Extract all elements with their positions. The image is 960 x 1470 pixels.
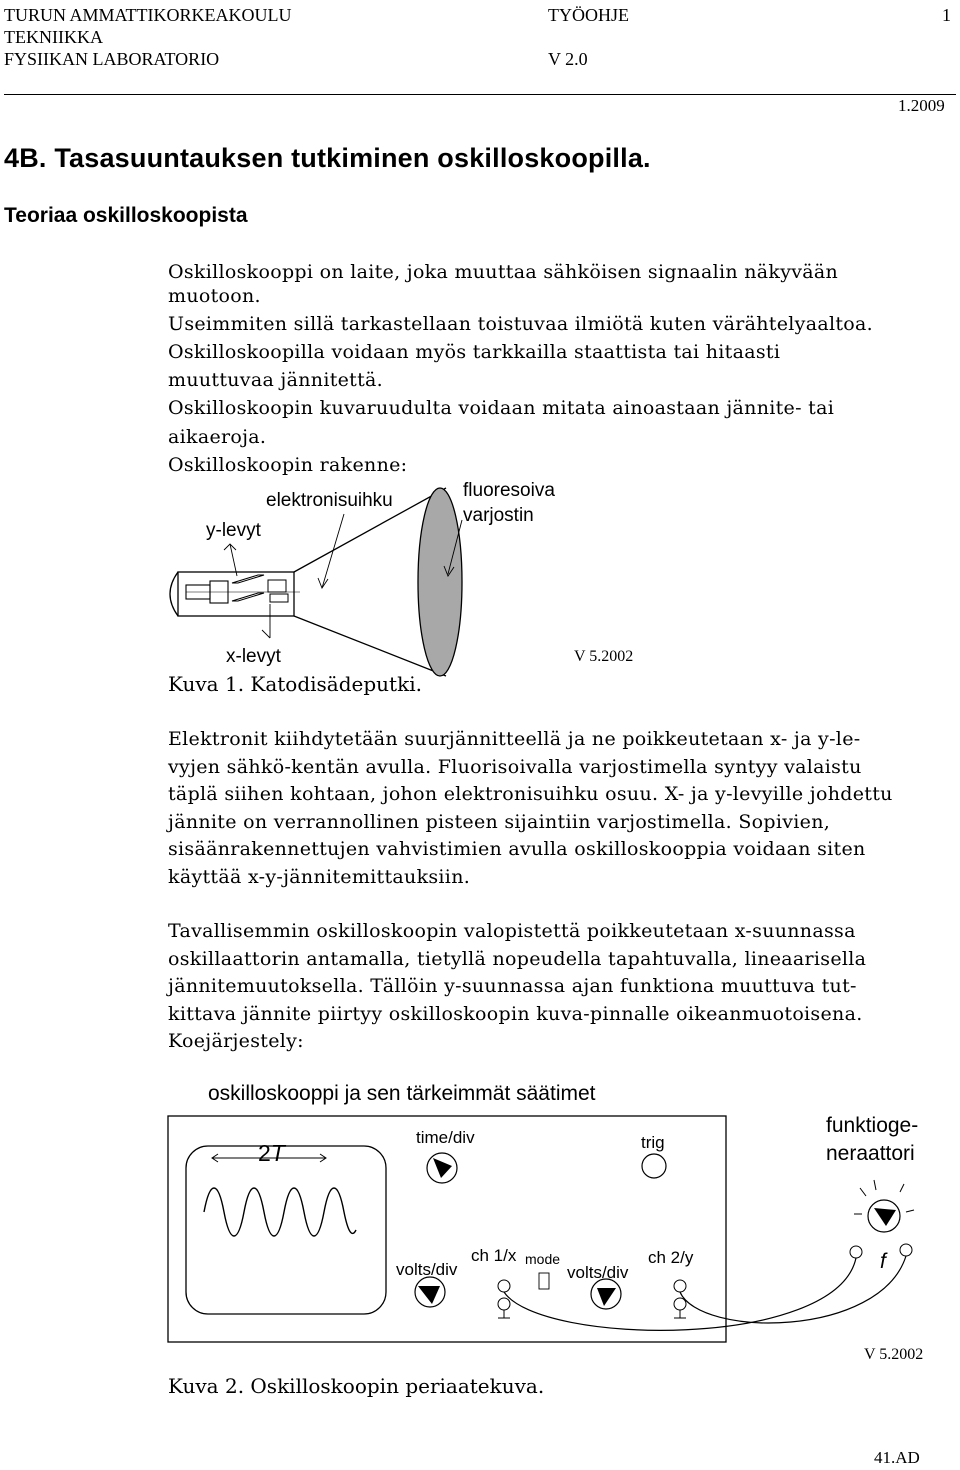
frequency-scale-tick: [900, 1184, 904, 1192]
section-title: Teoriaa oskilloskoopista: [4, 204, 248, 227]
pointer-xlevyt-head: [262, 630, 270, 638]
page-title: 4B. Tasasuuntauksen tutkiminen oskilloskoopilla.: [4, 143, 651, 173]
ch2-ground-connector[interactable]: [674, 1298, 686, 1310]
paragraph-2-line: vyjen sähkö-kentän avulla. Fluorisoivalla varjostimella syntyy valaistu: [168, 755, 862, 778]
intro-line: Oskilloskooppi on laite, joka muuttaa sähköisen signaalin näkyvään: [168, 261, 839, 283]
frequency-scale-tick: [860, 1188, 866, 1196]
label-elektronisuihku: elektronisuihku: [266, 490, 393, 511]
time-div-label: time/div: [416, 1128, 475, 1147]
scope-title: oskilloskooppi ja sen tärkeimmät säätimet: [208, 1082, 596, 1105]
crt-back: [170, 572, 178, 616]
figure1-version: V 5.2002: [574, 648, 634, 665]
oscilloscope-diagram: [0, 1100, 960, 1360]
y-plate-top: [232, 575, 264, 583]
trig-label: trig: [641, 1133, 665, 1152]
paragraph-3: [168, 918, 938, 1056]
period-label: [258, 1140, 285, 1167]
figure1-caption: Kuva 1. Katodisädeputki.: [168, 672, 422, 696]
label-ylevyt: y-levyt: [206, 520, 261, 541]
paragraph-2-line: Elektronit kiihdytetään suurjännitteellä ja ne poikkeutetaan x- ja y-le-: [168, 728, 861, 750]
mode-label: mode: [525, 1251, 561, 1267]
frequency-scale-tick: [906, 1210, 914, 1212]
signal-cable: [504, 1258, 856, 1330]
volts-div-label-2: volts/div: [567, 1263, 629, 1282]
intro-line: Oskilloskoopin kuvaruudulta voidaan mitata ainoastaan jännite- tai: [168, 397, 835, 420]
header-rule: [4, 94, 956, 95]
paragraph-2: [168, 726, 938, 892]
mode-switch[interactable]: [539, 1273, 549, 1289]
ch1-connector[interactable]: [498, 1280, 510, 1292]
paragraph-3-line: kittava jännite piirtyy oskilloskoopin kuva-pinnalle oikeanmuotoisena.: [168, 1002, 863, 1025]
label-xlevyt: x-levyt: [226, 646, 281, 667]
paragraph-3-line: Tavallisemmin oskilloskoopin valopistettä poikkeutetaan x-suunnassa: [168, 920, 856, 942]
intro-line: muuttuvaa jännitettä.: [168, 369, 384, 392]
ch2-label: ch 2/y: [648, 1248, 694, 1267]
generator-output-connector[interactable]: [850, 1246, 862, 1258]
label-fluoresoiva: fluoresoiva: [463, 480, 555, 501]
volts-div-label-1: volts/div: [396, 1260, 458, 1279]
paragraph-2-line: käyttää x-y-jännitemittauksiin.: [168, 865, 471, 888]
paragraph-3-line: oskillaattorin antamalla, tietyllä nopeudella tapahtuvalla, lineaarisella: [168, 947, 867, 970]
header-date: 1.2009: [898, 96, 945, 115]
generator-label-line1: funktioge-: [826, 1114, 919, 1137]
intro-line: Oskilloskoopin rakenne:: [168, 454, 408, 477]
header-doc-type: TYÖOHJE: [548, 5, 629, 25]
ch2-connector[interactable]: [674, 1280, 686, 1292]
frequency-scale-tick: [874, 1180, 876, 1190]
pointer-ylevyt: [230, 544, 237, 576]
pointer-elektronisuihku: [322, 514, 344, 588]
paragraph-3-line: jännitemuutoksella. Tällöin y-suunnassa ajan funktiona muuttuva tut-: [168, 975, 857, 998]
ch1-label: ch 1/x: [471, 1246, 517, 1265]
period-label-number: 2: [258, 1140, 271, 1166]
intro-line: Useimmiten sillä tarkastellaan toistuvaa ilmiötä kuten värähtelyaaltoa.: [168, 312, 873, 335]
paragraph-2-line: täplä siihen kohtaan, johon elektronisuihku osuu. X- ja y-levyille johdettu: [168, 783, 893, 806]
footer-code: 41.AD: [874, 1448, 920, 1467]
x-plate-right: [270, 594, 288, 602]
paragraph-2-line: sisäänrakennettujen vahvistimien avulla oskilloskooppia voidaan siten: [168, 838, 866, 861]
x-plate-left: [268, 580, 286, 592]
crt-screen: [418, 488, 462, 676]
figure2-version: V 5.2002: [864, 1346, 924, 1363]
figure2-caption: Kuva 2. Oskilloskoopin periaatekuva.: [168, 1374, 545, 1398]
paragraph-3-line: Koejärjestely:: [168, 1030, 304, 1053]
intro-paragraph: [168, 258, 938, 479]
period-label-symbol: T: [270, 1140, 285, 1166]
trig-knob[interactable]: [642, 1154, 666, 1178]
generator-ground-connector[interactable]: [900, 1244, 912, 1256]
label-varjostin: varjostin: [463, 505, 534, 526]
header-org-line1: TURUN AMMATTIKORKEAKOULU: [4, 5, 292, 25]
y-plate-bottom: [232, 593, 264, 601]
ch1-ground-connector[interactable]: [498, 1298, 510, 1310]
header-page-number: 1: [942, 5, 951, 25]
ground-cable: [680, 1256, 906, 1323]
header-org-line2: TEKNIIKKA: [4, 27, 103, 47]
sine-wave: [204, 1188, 356, 1236]
generator-label-line2: neraattori: [826, 1142, 915, 1165]
intro-line: muotoon.: [168, 285, 261, 308]
intro-line: aikaeroja.: [168, 425, 267, 448]
header-version: V 2.0: [548, 49, 588, 69]
paragraph-2-line: jännite on verrannollinen pisteen sijaintiin varjostimella. Sopivien,: [168, 810, 831, 833]
intro-line: Oskilloskoopilla voidaan myös tarkkailla staattista tai hitaasti: [168, 340, 781, 363]
frequency-label: f: [880, 1250, 886, 1273]
header-org-line3: FYSIIKAN LABORATORIO: [4, 49, 220, 69]
pointer-elektronisuihku-head: [318, 578, 328, 588]
